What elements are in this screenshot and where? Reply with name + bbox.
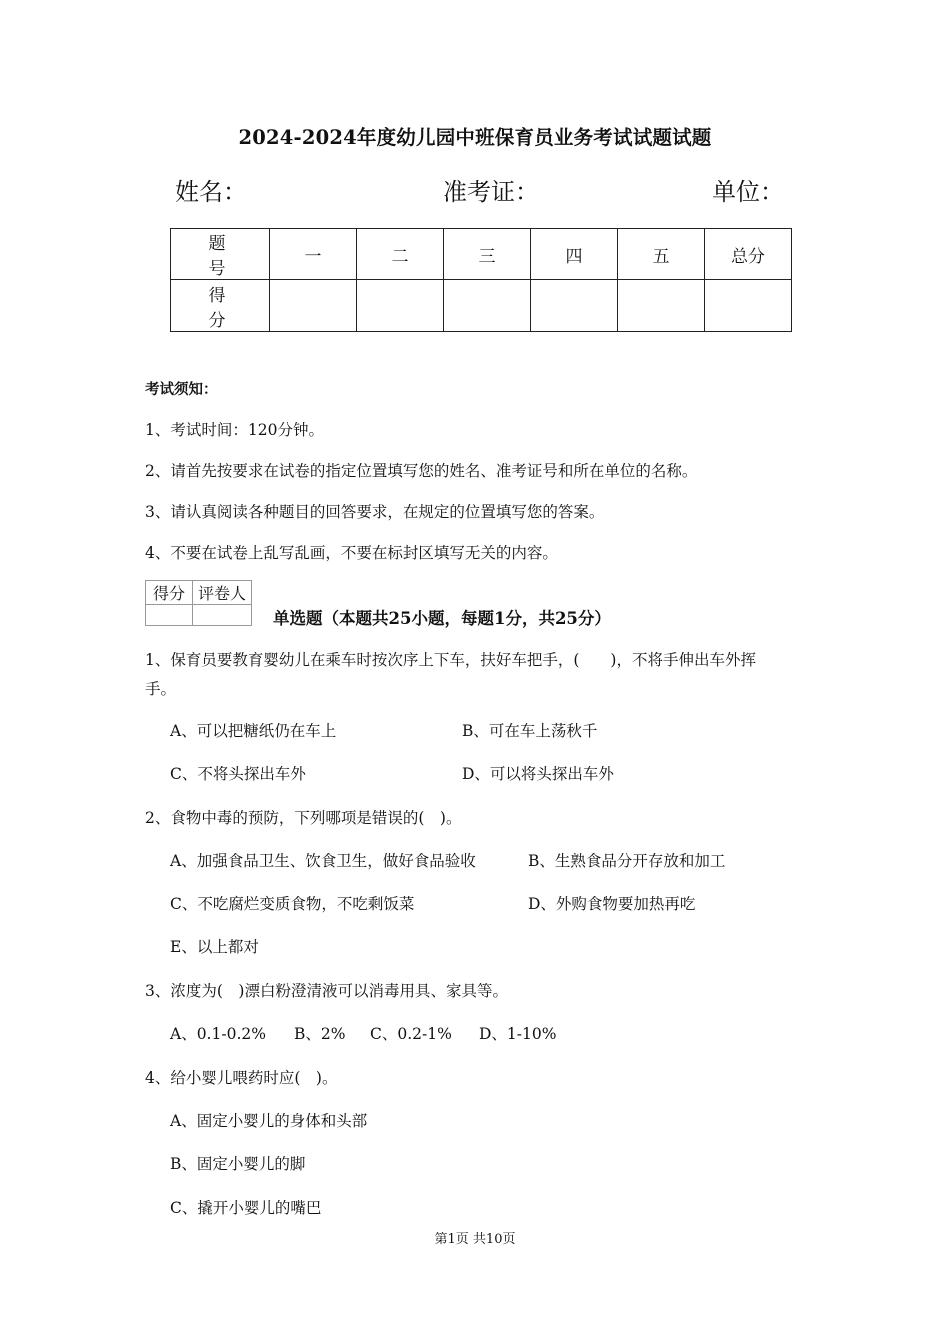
score-table-score-row (171, 280, 792, 332)
q3-stem: 3、浓度为( )漂白粉澄清液可以消毒用具、家具等。 (145, 982, 508, 1000)
q2-option-e: E、以上都对 (170, 938, 259, 956)
q2-stem: 2、食物中毒的预防，下列哪项是错误的( )。 (145, 809, 462, 827)
notice-heading: 考试须知： (145, 381, 218, 398)
q3-option-c: C、0.2-1% (370, 1025, 452, 1043)
grader-score-label: 得分 (146, 581, 193, 605)
page-title: 2024-2024年度幼儿园中班保育员业务考试试题试题 (238, 126, 712, 149)
score-table-header-label: 题 号 (171, 229, 270, 280)
q1-stem-line2: 手。 (145, 680, 177, 698)
q2-option-a: A、加强食品卫生、饮食卫生，做好食品验收 (170, 852, 476, 870)
exam-no-label: 准考证： (443, 178, 539, 206)
score-table (170, 228, 792, 332)
q3-option-d: D、1-10% (479, 1025, 557, 1043)
q2-option-b: B、生熟食品分开存放和加工 (528, 852, 726, 870)
name-label: 姓名： (175, 178, 247, 206)
score-cell-1 (270, 280, 357, 332)
score-table-score-label: 得 分 (171, 280, 270, 332)
q2-option-d: D、外购食物要加热再吃 (528, 895, 696, 913)
notice-item-1: 1、考试时间：120分钟。 (145, 421, 324, 439)
score-cell-total (705, 280, 792, 332)
q3-option-b: B、2% (294, 1025, 346, 1043)
score-cell-4 (531, 280, 618, 332)
q1-option-a: A、可以把糖纸仍在车上 (170, 722, 337, 740)
q3-option-a: A、0.1-0.2% (170, 1025, 266, 1043)
score-cell-5 (618, 280, 705, 332)
score-cell-3 (444, 280, 531, 332)
notice-item-2: 2、请首先按要求在试卷的指定位置填写您的姓名、准考证号和所在单位的名称。 (145, 462, 698, 480)
q1-option-b: B、可在车上荡秋千 (462, 722, 598, 740)
grader-box (145, 580, 252, 626)
unit-label: 单位： (712, 178, 784, 206)
notice-item-3: 3、请认真阅读各种题目的回答要求，在规定的位置填写您的答案。 (145, 503, 605, 521)
q1-stem-line1: 1、保育员要教育婴幼儿在乘车时按次序上下车，扶好车把手，( )，不将手伸出车外挥 (145, 651, 756, 669)
section-title: 单选题（本题共25小题，每题1分，共25分） (273, 609, 611, 628)
score-table-header-row (171, 229, 792, 280)
score-table-col-total: 总分 (705, 229, 792, 280)
score-table-col-4: 四 (531, 229, 618, 280)
q4-stem: 4、给小婴儿喂药时应( )。 (145, 1069, 338, 1087)
grader-score-cell (146, 605, 193, 626)
score-table-col-5: 五 (618, 229, 705, 280)
q4-option-b: B、固定小婴儿的脚 (170, 1155, 306, 1173)
q2-option-c: C、不吃腐烂变质食物，不吃剩饭菜 (170, 895, 415, 913)
q1-option-d: D、可以将头探出车外 (462, 765, 614, 783)
page-footer: 第1页 共10页 (434, 1232, 516, 1247)
notice-item-4: 4、不要在试卷上乱写乱画，不要在标封区填写无关的内容。 (145, 544, 558, 562)
score-table-col-1: 一 (270, 229, 357, 280)
q4-option-c: C、撬开小婴儿的嘴巴 (170, 1199, 322, 1217)
grader-name-cell (193, 605, 252, 626)
score-cell-2 (357, 280, 444, 332)
score-table-col-3: 三 (444, 229, 531, 280)
q4-option-a: A、固定小婴儿的身体和头部 (170, 1112, 368, 1130)
q1-option-c: C、不将头探出车外 (170, 765, 306, 783)
score-table-col-2: 二 (357, 229, 444, 280)
grader-name-label: 评卷人 (193, 581, 252, 605)
